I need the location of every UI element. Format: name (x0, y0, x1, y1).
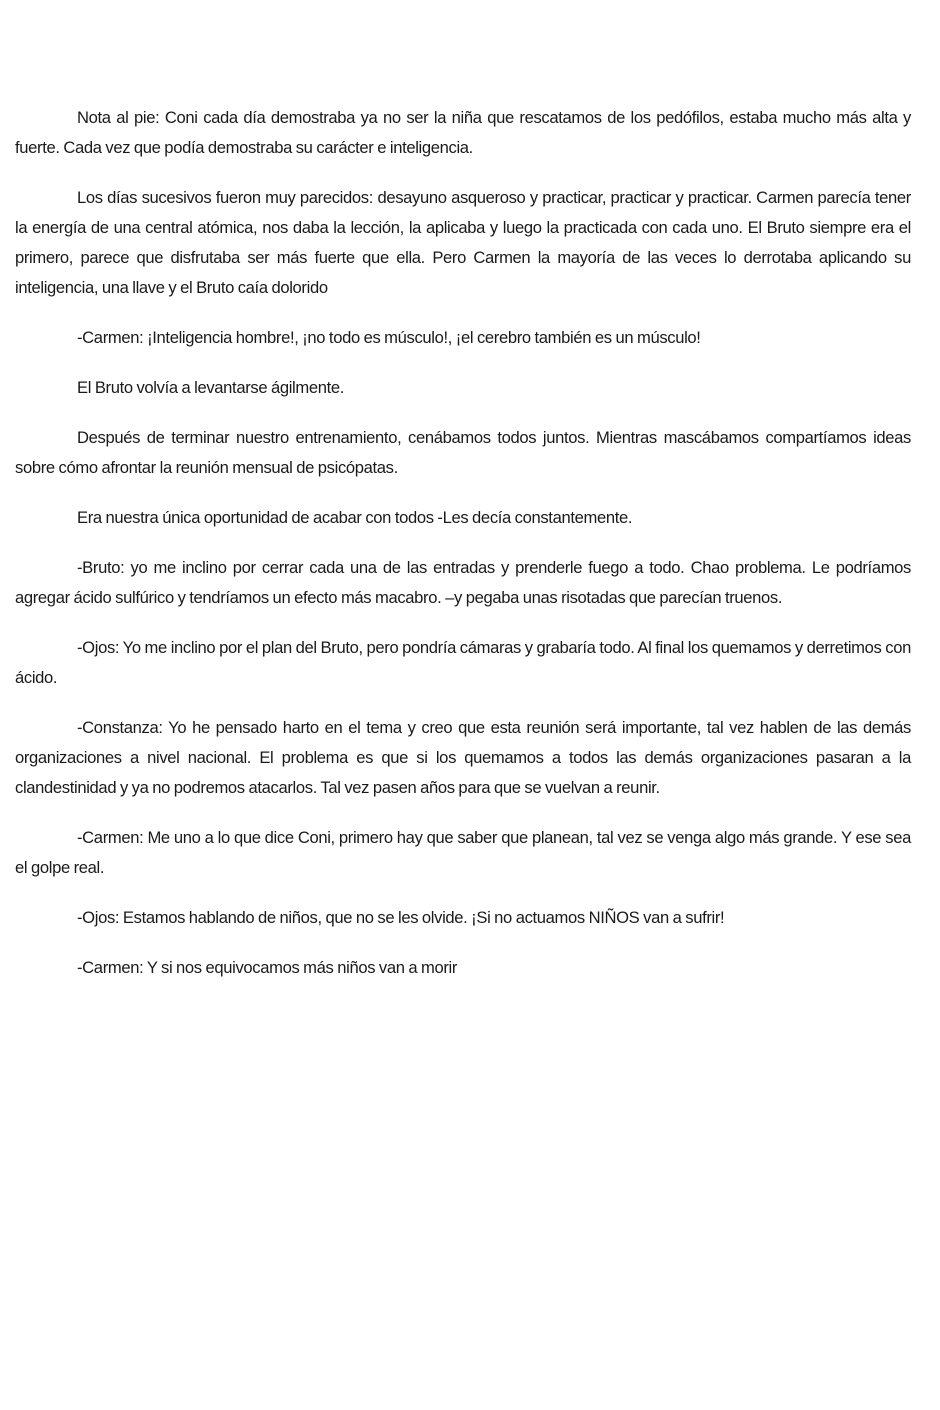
paragraph-opportunity: Era nuestra única oportunidad de acabar con todos -Les decía constantemente. (77, 508, 633, 527)
paragraph-carmen-warning: -Carmen: Y si nos equivocamos más niños van a morir (77, 958, 458, 977)
paragraph-ojos-dialogue: -Ojos: Yo me inclino por el plan del Bruto, pero pondría cámaras y grabaría todo. Al final los quemamos y derretimos con ácido. (15, 638, 911, 687)
paragraph-bruto-rises: El Bruto volvía a levantarse ágilmente. (77, 378, 345, 397)
paragraph-dinner: Después de terminar nuestro entrenamiento, cenábamos todos juntos. Mientras mascábamos compartíamos ideas sobre cómo afrontar la reunión mensual de psicópatas. (15, 428, 911, 477)
paragraph-constanza-dialogue: -Constanza: Yo he pensado harto en el tema y creo que esta reunión será importante, tal vez hablen de las demás organizaciones a nivel nacional. El problema es que si los quemamos a todos las demás organizaciones pasaran a la clandestinidad y ya no podremos atacarlos. Tal vez pasen años para que se vuelvan a reunir. (15, 718, 911, 797)
paragraph-footnote: Nota al pie: Coni cada día demostraba ya no ser la niña que rescatamos de los pedófilos, estaba mucho más alta y fuerte. Cada vez que podía demostraba su carácter e inteligencia. (15, 108, 911, 157)
paragraph-training-days: Los días sucesivos fueron muy parecidos: desayuno asqueroso y practicar, practicar y practicar. Carmen parecía tener la energía de una central atómica, nos daba la lección, la aplicaba y luego la practicada con cada uno. El Bruto siempre era el primero, parece que disfrutaba ser más fuerte que ella. Pero Carmen la mayoría de las veces lo derrotaba aplicando su inteligencia, una llave y el Bruto caía dolorido (15, 188, 911, 297)
paragraph-ojos-children: -Ojos: Estamos hablando de niños, que no se les olvide. ¡Si no actuamos NIÑOS van a sufrir! (77, 908, 725, 927)
paragraph-bruto-dialogue: -Bruto: yo me inclino por cerrar cada una de las entradas y prenderle fuego a todo. Chao problema. Le podríamos agregar ácido sulfúrico y tendríamos un efecto más macabro. –y pegaba unas risotadas que parecían truenos. (15, 558, 911, 607)
paragraph-carmen-dialogue: -Carmen: ¡Inteligencia hombre!, ¡no todo es músculo!, ¡el cerebro también es un músculo! (77, 328, 701, 347)
document-page (15, 103, 911, 1003)
paragraph-carmen-agrees: -Carmen: Me uno a lo que dice Coni, primero hay que saber que planean, tal vez se venga algo más grande. Y ese sea el golpe real. (15, 828, 911, 877)
